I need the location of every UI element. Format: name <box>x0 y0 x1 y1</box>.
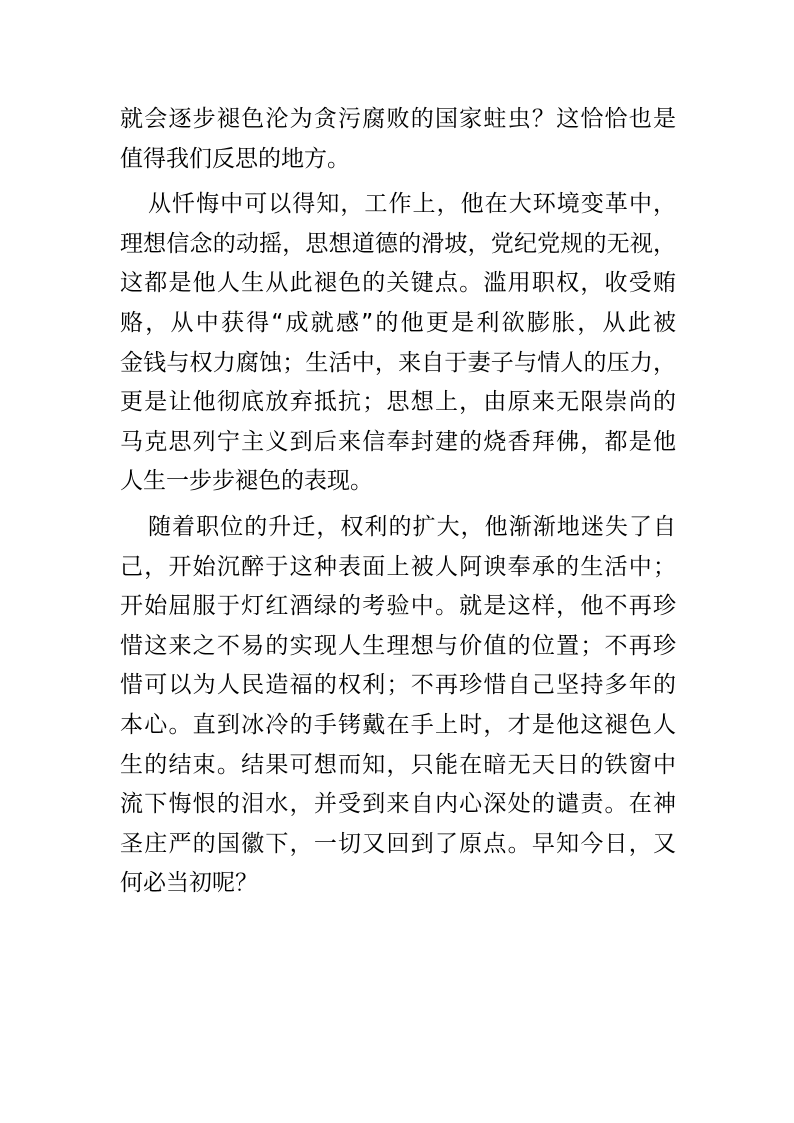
text-line: 流下悔恨的泪水，并受到来自内心深处的谴责。在神 <box>120 791 676 818</box>
text-line: 圣庄严的国徽下，一切又回到了原点。早知今日，又 <box>120 830 676 857</box>
text-line: 随着职位的升迁，权利的扩大，他渐渐地迷失了自 <box>148 513 676 540</box>
text-line: 值得我们反思的地方。 <box>120 145 350 172</box>
text-line: 这都是他人生从此褪色的关键点。滥用职权，收受贿 <box>120 270 676 297</box>
text-line: 开始屈服于灯红酒绿的考验中。就是这样，他不再珍 <box>120 593 676 620</box>
paragraph <box>120 185 680 502</box>
text-line: 惜可以为人民造福的权利；不再珍惜自己坚持多年的 <box>120 672 676 699</box>
text-line: 从忏悔中可以得知，工作上，他在大环境变革中， <box>148 191 676 218</box>
text-line: 人生一步步褪色的表现。 <box>120 468 373 495</box>
text-line: 更是让他彻底放弃抵抗；思想上，由原来无限崇尚的 <box>120 389 676 416</box>
text-line: 马克思列宁主义到后来信奉封建的烧香拜佛，都是他 <box>120 428 676 455</box>
body-text <box>120 100 680 904</box>
text-line: 何必当初呢？ <box>120 870 258 897</box>
paragraph <box>120 508 680 904</box>
text-line: 就会逐步褪色沦为贪污腐败的国家蛀虫？这恰恰也是 <box>120 106 676 132</box>
text-line: 本心。直到冰冷的手铐戴在手上时，才是他这褪色人 <box>120 711 676 738</box>
text-line: 己，开始沉醉于这种表面上被人阿谀奉承的生活中； <box>120 553 676 580</box>
text-line: 生的结束。结果可想而知，只能在暗无天日的铁窗中 <box>120 751 676 778</box>
text-line: 赂，从中获得“成就感”的他更是利欲膨胀，从此被 <box>120 309 676 336</box>
text-line: 惜这来之不易的实现人生理想与价值的位置；不再珍 <box>120 632 676 659</box>
text-line: 理想信念的动摇，思想道德的滑坡，党纪党规的无视， <box>120 230 676 257</box>
text-line: 金钱与权力腐蚀；生活中，来自于妻子与情人的压力， <box>120 349 676 376</box>
paragraph <box>120 100 680 179</box>
